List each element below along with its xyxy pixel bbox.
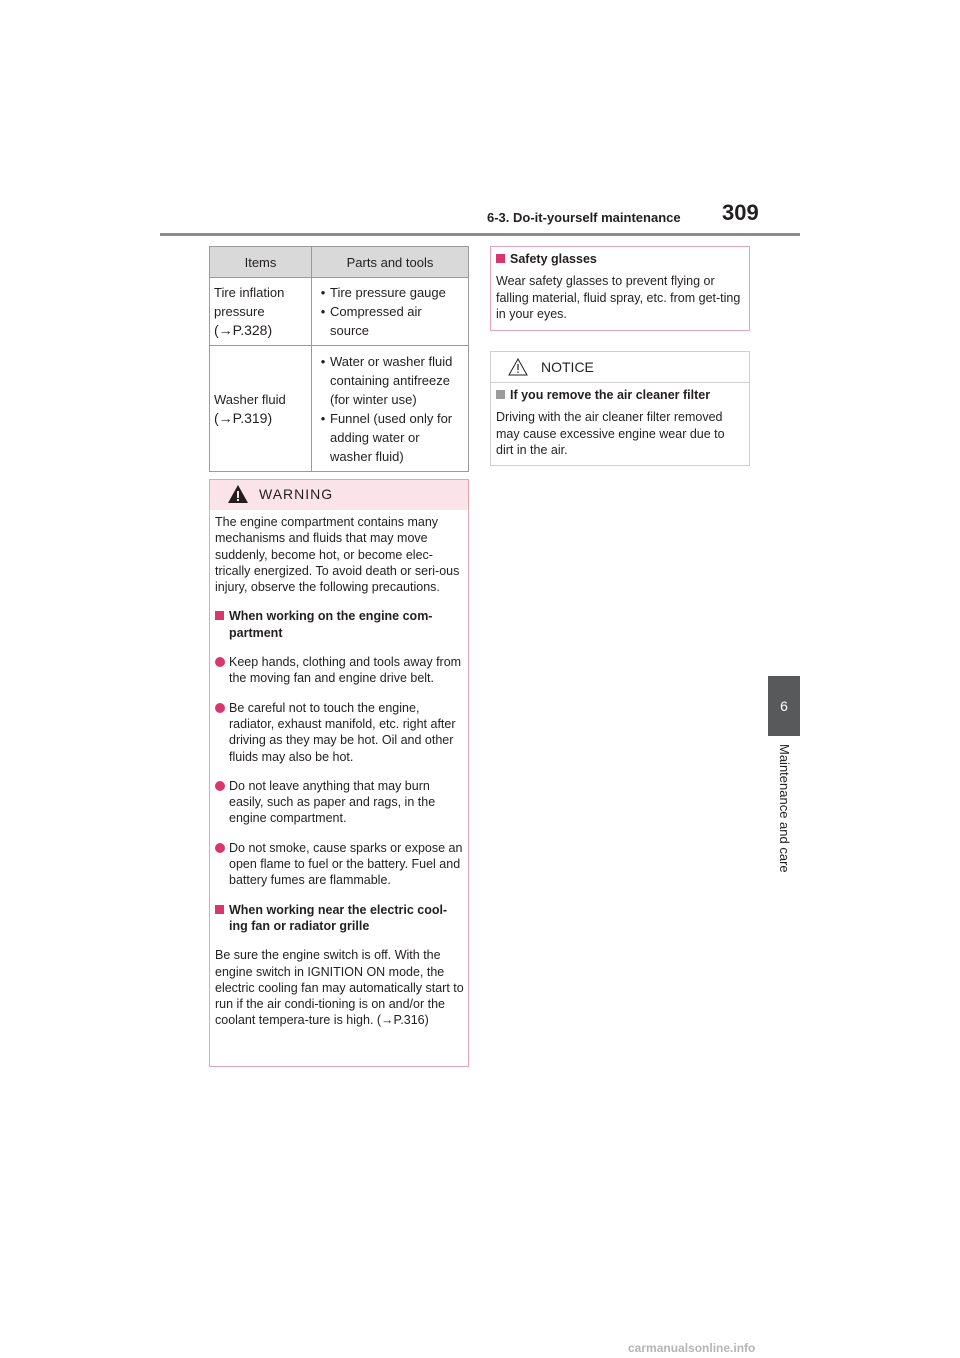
notice-box <box>490 351 750 466</box>
circle-bullet-icon <box>215 781 225 791</box>
list-item: Do not leave anything that may burn easily, such as paper and rags, in the engine compartment. <box>215 778 464 827</box>
notice-text: Driving with the air cleaner filter removed may cause excessive engine wear due to dirt in the air. <box>496 410 725 457</box>
section-title: 6-3. Do-it-yourself maintenance <box>487 210 681 225</box>
table-row <box>210 346 469 472</box>
square-bullet-icon <box>496 390 505 399</box>
circle-bullet-icon <box>215 843 225 853</box>
square-bullet-icon <box>215 905 224 914</box>
page-reference: (→P.319) <box>214 409 273 426</box>
warning-subheading: When working on the engine com-partment <box>215 608 464 641</box>
safety-box <box>490 246 750 331</box>
safety-heading: Safety glasses <box>496 251 745 267</box>
list-item: • Funnel (used only for adding water or washer fluid) <box>320 410 453 464</box>
warning-subheading: When working near the electric cool-ing fan or radiator grille <box>215 902 464 935</box>
table-header-row <box>210 247 469 278</box>
list-item: • Tire pressure gauge <box>320 285 446 300</box>
table-cell-item: Washer fluid (→P.319) <box>210 346 312 472</box>
square-bullet-icon <box>215 611 224 620</box>
chapter-tab: 6 <box>768 676 800 736</box>
list-item: • Water or washer fluid containing antifreeze (for winter use) <box>320 353 453 407</box>
table-header-items: Items <box>210 247 312 278</box>
warning-title: WARNING <box>259 486 334 502</box>
list-item: Keep hands, clothing and tools away from the moving fan and engine drive belt. <box>215 654 464 687</box>
chapter-label: Maintenance and care <box>777 744 792 873</box>
watermark: carmanualsonline.info <box>628 1341 756 1355</box>
page-number: 309 <box>722 200 759 225</box>
caution-icon <box>508 358 528 376</box>
notice-heading: If you remove the air cleaner filter <box>496 387 745 403</box>
header-rule <box>160 233 800 236</box>
warning-header <box>210 480 468 510</box>
circle-bullet-icon <box>215 657 225 667</box>
list-item: Do not smoke, cause sparks or expose an open flame to fuel or the battery. Fuel and battery fumes are flammable. <box>215 840 464 889</box>
table-cell-item: Tire inflation pressure (→P.328) <box>210 278 312 346</box>
safety-text: Wear safety glasses to prevent flying or falling material, fluid spray, etc. from get-ting in your eyes. <box>496 274 741 321</box>
list-item: • Compressed air source <box>320 304 422 338</box>
table-row <box>210 278 469 346</box>
warning-icon <box>227 484 249 504</box>
warning-intro: The engine compartment contains many mechanisms and fluids that may move suddenly, become hot, or become elec-trically energized. To avoid death or seri-ous injury, observe the following precautions. <box>215 515 460 595</box>
list-item: Be careful not to touch the engine, radiator, exhaust manifold, etc. right after driving as they may be hot. Oil and other fluids may also be hot. <box>215 700 464 765</box>
page-reference: (→P.328) <box>214 322 273 338</box>
circle-bullet-icon <box>215 703 225 713</box>
table-cell-parts <box>312 346 469 472</box>
warning-text: Be sure the engine switch is off. With the engine switch in IGNITION ON mode, the electric cooling fan may automatically start to run if the air condi-tioning is on and/or the coolant tempera-ture is high. (→P.316) <box>215 948 464 1028</box>
square-bullet-icon <box>496 254 505 263</box>
table-header-parts: Parts and tools <box>312 247 469 278</box>
tools-table <box>209 246 469 472</box>
notice-title: NOTICE <box>541 359 594 375</box>
warning-box <box>209 479 469 1067</box>
table-cell-parts <box>312 278 469 346</box>
notice-header <box>491 352 749 383</box>
